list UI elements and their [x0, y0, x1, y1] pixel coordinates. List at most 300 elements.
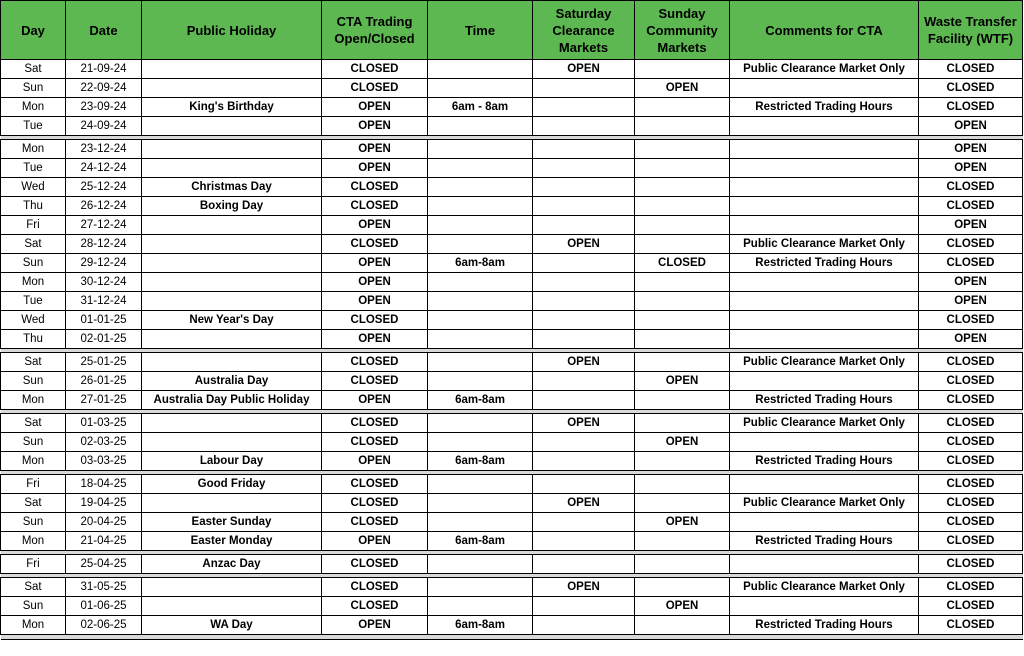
- cell-saturday-markets[interactable]: [533, 372, 635, 391]
- cell-wtf[interactable]: CLOSED: [919, 414, 1023, 433]
- table-row: [1, 513, 1023, 532]
- cell-time[interactable]: [428, 60, 533, 79]
- cell-sunday-markets[interactable]: [635, 273, 730, 292]
- cell-wtf[interactable]: CLOSED: [919, 513, 1023, 532]
- cell-comments[interactable]: Restricted Trading Hours: [730, 254, 919, 273]
- cell-comments[interactable]: [730, 117, 919, 136]
- cell-day[interactable]: Sun: [1, 372, 66, 391]
- cell-wtf[interactable]: CLOSED: [919, 597, 1023, 616]
- cell-cta-trading[interactable]: CLOSED: [322, 513, 428, 532]
- cell-day[interactable]: Sat: [1, 235, 66, 254]
- cell-wtf[interactable]: OPEN: [919, 216, 1023, 235]
- table-row: [1, 292, 1023, 311]
- cell-comments[interactable]: Restricted Trading Hours: [730, 391, 919, 410]
- cell-date[interactable]: 22-09-24: [66, 79, 142, 98]
- cell-saturday-markets[interactable]: [533, 216, 635, 235]
- cell-comments[interactable]: [730, 330, 919, 349]
- cell-saturday-markets[interactable]: OPEN: [533, 494, 635, 513]
- cell-wtf[interactable]: CLOSED: [919, 433, 1023, 452]
- cell-saturday-markets[interactable]: [533, 254, 635, 273]
- cell-saturday-markets[interactable]: [533, 117, 635, 136]
- cell-sunday-markets[interactable]: OPEN: [635, 597, 730, 616]
- table-row: [1, 330, 1023, 349]
- cell-date[interactable]: 23-12-24: [66, 140, 142, 159]
- cell-saturday-markets[interactable]: [533, 513, 635, 532]
- table-row: [1, 616, 1023, 635]
- cell-comments[interactable]: [730, 433, 919, 452]
- table-row: [1, 433, 1023, 452]
- cell-wtf[interactable]: OPEN: [919, 140, 1023, 159]
- cell-comments[interactable]: Restricted Trading Hours: [730, 98, 919, 117]
- cell-day[interactable]: Sun: [1, 79, 66, 98]
- cell-time[interactable]: [428, 235, 533, 254]
- cell-day[interactable]: Thu: [1, 330, 66, 349]
- separator-cell: [1, 635, 1023, 640]
- cell-public-holiday[interactable]: [142, 494, 322, 513]
- cell-public-holiday[interactable]: [142, 330, 322, 349]
- table-row: [1, 197, 1023, 216]
- cell-saturday-markets[interactable]: [533, 197, 635, 216]
- table-row: [1, 597, 1023, 616]
- cell-time[interactable]: 6am-8am: [428, 254, 533, 273]
- cell-date[interactable]: 25-04-25: [66, 555, 142, 574]
- cell-sunday-markets[interactable]: [635, 216, 730, 235]
- cell-saturday-markets[interactable]: OPEN: [533, 235, 635, 254]
- table-row: [1, 353, 1023, 372]
- cell-cta-trading[interactable]: CLOSED: [322, 494, 428, 513]
- cell-comments[interactable]: Public Clearance Market Only: [730, 353, 919, 372]
- cell-date[interactable]: 19-04-25: [66, 494, 142, 513]
- cell-time[interactable]: [428, 353, 533, 372]
- cell-comments[interactable]: [730, 597, 919, 616]
- cell-date[interactable]: 31-05-25: [66, 578, 142, 597]
- cell-time[interactable]: [428, 330, 533, 349]
- cell-public-holiday[interactable]: Easter Sunday: [142, 513, 322, 532]
- cell-public-holiday[interactable]: [142, 117, 322, 136]
- cell-saturday-markets[interactable]: [533, 452, 635, 471]
- cell-sunday-markets[interactable]: [635, 140, 730, 159]
- cell-public-holiday[interactable]: Labour Day: [142, 452, 322, 471]
- cell-cta-trading[interactable]: CLOSED: [322, 311, 428, 330]
- cell-saturday-markets[interactable]: [533, 311, 635, 330]
- cell-public-holiday[interactable]: [142, 353, 322, 372]
- cell-sunday-markets[interactable]: [635, 292, 730, 311]
- cell-comments[interactable]: Public Clearance Market Only: [730, 60, 919, 79]
- cell-cta-trading[interactable]: CLOSED: [322, 178, 428, 197]
- cell-day[interactable]: Mon: [1, 452, 66, 471]
- cell-date[interactable]: 26-12-24: [66, 197, 142, 216]
- cell-time[interactable]: [428, 79, 533, 98]
- cell-time[interactable]: [428, 433, 533, 452]
- cell-cta-trading[interactable]: CLOSED: [322, 79, 428, 98]
- cell-saturday-markets[interactable]: OPEN: [533, 578, 635, 597]
- table-row: [1, 159, 1023, 178]
- cell-public-holiday[interactable]: [142, 597, 322, 616]
- cell-saturday-markets[interactable]: [533, 159, 635, 178]
- cell-sunday-markets[interactable]: [635, 117, 730, 136]
- cell-saturday-markets[interactable]: [533, 433, 635, 452]
- cell-cta-trading[interactable]: CLOSED: [322, 433, 428, 452]
- cell-saturday-markets[interactable]: [533, 98, 635, 117]
- cell-saturday-markets[interactable]: [533, 292, 635, 311]
- cell-sunday-markets[interactable]: [635, 452, 730, 471]
- cell-time[interactable]: [428, 414, 533, 433]
- cell-cta-trading[interactable]: OPEN: [322, 532, 428, 551]
- cell-cta-trading[interactable]: OPEN: [322, 159, 428, 178]
- cell-saturday-markets[interactable]: [533, 555, 635, 574]
- cell-wtf[interactable]: CLOSED: [919, 452, 1023, 471]
- cell-day[interactable]: Wed: [1, 178, 66, 197]
- cell-date[interactable]: 23-09-24: [66, 98, 142, 117]
- cell-comments[interactable]: [730, 140, 919, 159]
- header-time[interactable]: Time: [428, 1, 533, 60]
- cell-sunday-markets[interactable]: OPEN: [635, 513, 730, 532]
- cell-wtf[interactable]: CLOSED: [919, 532, 1023, 551]
- cell-date[interactable]: 01-03-25: [66, 414, 142, 433]
- table-row: [1, 414, 1023, 433]
- cell-time[interactable]: [428, 475, 533, 494]
- cell-date[interactable]: 24-12-24: [66, 159, 142, 178]
- cell-saturday-markets[interactable]: [533, 532, 635, 551]
- cell-wtf[interactable]: OPEN: [919, 159, 1023, 178]
- cell-sunday-markets[interactable]: [635, 159, 730, 178]
- cell-day[interactable]: Sat: [1, 60, 66, 79]
- cell-sunday-markets[interactable]: CLOSED: [635, 254, 730, 273]
- cell-comments[interactable]: [730, 197, 919, 216]
- table-row: [1, 494, 1023, 513]
- cell-public-holiday[interactable]: Anzac Day: [142, 555, 322, 574]
- cell-public-holiday[interactable]: [142, 292, 322, 311]
- cell-cta-trading[interactable]: CLOSED: [322, 60, 428, 79]
- cell-time[interactable]: 6am-8am: [428, 452, 533, 471]
- cell-public-holiday[interactable]: Christmas Day: [142, 178, 322, 197]
- cell-day[interactable]: Thu: [1, 197, 66, 216]
- cell-time[interactable]: [428, 372, 533, 391]
- cell-sunday-markets[interactable]: OPEN: [635, 79, 730, 98]
- cell-day[interactable]: Mon: [1, 140, 66, 159]
- cell-wtf[interactable]: CLOSED: [919, 494, 1023, 513]
- cell-sunday-markets[interactable]: [635, 555, 730, 574]
- cell-public-holiday[interactable]: [142, 140, 322, 159]
- cell-public-holiday[interactable]: [142, 235, 322, 254]
- cell-day[interactable]: Fri: [1, 216, 66, 235]
- cell-comments[interactable]: [730, 513, 919, 532]
- cell-public-holiday[interactable]: [142, 60, 322, 79]
- cell-cta-trading[interactable]: OPEN: [322, 292, 428, 311]
- header-sunday-markets[interactable]: Sunday Community Markets: [635, 1, 730, 60]
- cell-public-holiday[interactable]: [142, 414, 322, 433]
- table-body: [1, 60, 1023, 640]
- cell-wtf[interactable]: CLOSED: [919, 254, 1023, 273]
- table-row: [1, 391, 1023, 410]
- table-row: [1, 532, 1023, 551]
- cell-comments[interactable]: Restricted Trading Hours: [730, 532, 919, 551]
- cell-cta-trading[interactable]: OPEN: [322, 273, 428, 292]
- cell-wtf[interactable]: CLOSED: [919, 578, 1023, 597]
- cell-day[interactable]: Sun: [1, 513, 66, 532]
- cell-sunday-markets[interactable]: [635, 391, 730, 410]
- cell-day[interactable]: Fri: [1, 555, 66, 574]
- cell-public-holiday[interactable]: King's Birthday: [142, 98, 322, 117]
- cell-sunday-markets[interactable]: [635, 494, 730, 513]
- cell-public-holiday[interactable]: Good Friday: [142, 475, 322, 494]
- cell-cta-trading[interactable]: OPEN: [322, 452, 428, 471]
- cell-public-holiday[interactable]: [142, 79, 322, 98]
- cell-day[interactable]: Tue: [1, 117, 66, 136]
- cell-saturday-markets[interactable]: OPEN: [533, 353, 635, 372]
- cell-wtf[interactable]: CLOSED: [919, 98, 1023, 117]
- cell-date[interactable]: 01-06-25: [66, 597, 142, 616]
- cell-comments[interactable]: Public Clearance Market Only: [730, 494, 919, 513]
- cell-time[interactable]: [428, 216, 533, 235]
- cell-day[interactable]: Mon: [1, 98, 66, 117]
- table-row: [1, 117, 1023, 136]
- cell-saturday-markets[interactable]: [533, 79, 635, 98]
- cell-sunday-markets[interactable]: [635, 414, 730, 433]
- cell-date[interactable]: 03-03-25: [66, 452, 142, 471]
- header-row: [1, 1, 1023, 60]
- cell-saturday-markets[interactable]: [533, 330, 635, 349]
- cell-public-holiday[interactable]: Easter Monday: [142, 532, 322, 551]
- cell-saturday-markets[interactable]: [533, 597, 635, 616]
- cell-comments[interactable]: [730, 79, 919, 98]
- cell-time[interactable]: [428, 117, 533, 136]
- cell-date[interactable]: 31-12-24: [66, 292, 142, 311]
- cell-date[interactable]: 30-12-24: [66, 273, 142, 292]
- cell-comments[interactable]: Restricted Trading Hours: [730, 616, 919, 635]
- table-row: [1, 79, 1023, 98]
- cell-sunday-markets[interactable]: [635, 475, 730, 494]
- cell-day[interactable]: Sun: [1, 433, 66, 452]
- cell-comments[interactable]: Public Clearance Market Only: [730, 578, 919, 597]
- cell-cta-trading[interactable]: CLOSED: [322, 353, 428, 372]
- cell-day[interactable]: Sat: [1, 353, 66, 372]
- cell-cta-trading[interactable]: OPEN: [322, 391, 428, 410]
- cell-date[interactable]: 28-12-24: [66, 235, 142, 254]
- cell-date[interactable]: 26-01-25: [66, 372, 142, 391]
- cell-public-holiday[interactable]: Australia Day: [142, 372, 322, 391]
- cell-comments[interactable]: [730, 292, 919, 311]
- cell-time[interactable]: 6am-8am: [428, 391, 533, 410]
- cell-sunday-markets[interactable]: [635, 98, 730, 117]
- cell-saturday-markets[interactable]: [533, 391, 635, 410]
- cell-day[interactable]: Wed: [1, 311, 66, 330]
- cell-wtf[interactable]: CLOSED: [919, 79, 1023, 98]
- cell-day[interactable]: Fri: [1, 475, 66, 494]
- cell-date[interactable]: 27-01-25: [66, 391, 142, 410]
- cell-day[interactable]: Sat: [1, 578, 66, 597]
- cell-sunday-markets[interactable]: [635, 197, 730, 216]
- cell-wtf[interactable]: CLOSED: [919, 60, 1023, 79]
- cell-comments[interactable]: [730, 555, 919, 574]
- cell-cta-trading[interactable]: OPEN: [322, 616, 428, 635]
- cell-sunday-markets[interactable]: [635, 578, 730, 597]
- cell-wtf[interactable]: OPEN: [919, 330, 1023, 349]
- cell-sunday-markets[interactable]: OPEN: [635, 433, 730, 452]
- cell-wtf[interactable]: CLOSED: [919, 311, 1023, 330]
- cell-time[interactable]: 6am-8am: [428, 616, 533, 635]
- cell-comments[interactable]: [730, 216, 919, 235]
- cell-date[interactable]: 21-04-25: [66, 532, 142, 551]
- cell-wtf[interactable]: CLOSED: [919, 235, 1023, 254]
- cell-wtf[interactable]: OPEN: [919, 273, 1023, 292]
- cell-cta-trading[interactable]: CLOSED: [322, 578, 428, 597]
- cell-sunday-markets[interactable]: [635, 353, 730, 372]
- cell-date[interactable]: 21-09-24: [66, 60, 142, 79]
- cell-sunday-markets[interactable]: OPEN: [635, 372, 730, 391]
- cell-public-holiday[interactable]: [142, 216, 322, 235]
- header-wtf[interactable]: Waste Transfer Facility (WTF): [919, 1, 1023, 60]
- cell-comments[interactable]: Restricted Trading Hours: [730, 452, 919, 471]
- cell-day[interactable]: Tue: [1, 292, 66, 311]
- cell-comments[interactable]: [730, 475, 919, 494]
- cell-public-holiday[interactable]: WA Day: [142, 616, 322, 635]
- cell-cta-trading[interactable]: OPEN: [322, 117, 428, 136]
- cell-wtf[interactable]: OPEN: [919, 117, 1023, 136]
- cell-date[interactable]: 25-01-25: [66, 353, 142, 372]
- cell-public-holiday[interactable]: [142, 433, 322, 452]
- cell-day[interactable]: Mon: [1, 273, 66, 292]
- cell-public-holiday[interactable]: [142, 273, 322, 292]
- cell-cta-trading[interactable]: OPEN: [322, 98, 428, 117]
- cell-wtf[interactable]: CLOSED: [919, 178, 1023, 197]
- cell-saturday-markets[interactable]: [533, 273, 635, 292]
- cell-time[interactable]: [428, 578, 533, 597]
- cell-cta-trading[interactable]: OPEN: [322, 216, 428, 235]
- cell-date[interactable]: 01-01-25: [66, 311, 142, 330]
- header-public-holiday[interactable]: Public Holiday: [142, 1, 322, 60]
- cell-comments[interactable]: [730, 273, 919, 292]
- cell-comments[interactable]: [730, 159, 919, 178]
- header-cta-trading[interactable]: CTA Trading Open/Closed: [322, 1, 428, 60]
- cell-date[interactable]: 02-06-25: [66, 616, 142, 635]
- cell-wtf[interactable]: CLOSED: [919, 372, 1023, 391]
- table-row: [1, 555, 1023, 574]
- cell-date[interactable]: 18-04-25: [66, 475, 142, 494]
- cell-day[interactable]: Sat: [1, 494, 66, 513]
- cell-saturday-markets[interactable]: [533, 140, 635, 159]
- cell-day[interactable]: Sun: [1, 597, 66, 616]
- cell-time[interactable]: [428, 159, 533, 178]
- cell-sunday-markets[interactable]: [635, 616, 730, 635]
- cell-comments[interactable]: [730, 372, 919, 391]
- header-comments[interactable]: Comments for CTA: [730, 1, 919, 60]
- cell-date[interactable]: 20-04-25: [66, 513, 142, 532]
- cell-time[interactable]: [428, 197, 533, 216]
- cell-public-holiday[interactable]: Boxing Day: [142, 197, 322, 216]
- cell-date[interactable]: 25-12-24: [66, 178, 142, 197]
- cell-saturday-markets[interactable]: [533, 178, 635, 197]
- table-row: [1, 60, 1023, 79]
- cell-sunday-markets[interactable]: [635, 235, 730, 254]
- cell-saturday-markets[interactable]: [533, 616, 635, 635]
- cell-cta-trading[interactable]: CLOSED: [322, 235, 428, 254]
- cell-time[interactable]: 6am - 8am: [428, 98, 533, 117]
- cell-public-holiday[interactable]: [142, 254, 322, 273]
- cell-public-holiday[interactable]: [142, 578, 322, 597]
- cell-date[interactable]: 02-01-25: [66, 330, 142, 349]
- cell-date[interactable]: 24-09-24: [66, 117, 142, 136]
- cell-day[interactable]: Mon: [1, 391, 66, 410]
- cell-comments[interactable]: [730, 178, 919, 197]
- cell-day[interactable]: Mon: [1, 616, 66, 635]
- cell-sunday-markets[interactable]: [635, 60, 730, 79]
- cell-wtf[interactable]: CLOSED: [919, 616, 1023, 635]
- table-row: [1, 475, 1023, 494]
- cell-sunday-markets[interactable]: [635, 532, 730, 551]
- cell-cta-trading[interactable]: OPEN: [322, 254, 428, 273]
- header-saturday-markets[interactable]: Saturday Clearance Markets: [533, 1, 635, 60]
- cell-time[interactable]: [428, 292, 533, 311]
- cell-time[interactable]: [428, 273, 533, 292]
- cell-time[interactable]: [428, 494, 533, 513]
- header-day[interactable]: Day: [1, 1, 66, 60]
- table-row: [1, 140, 1023, 159]
- table-row: [1, 254, 1023, 273]
- cell-time[interactable]: 6am-8am: [428, 532, 533, 551]
- cell-cta-trading[interactable]: CLOSED: [322, 414, 428, 433]
- cell-cta-trading[interactable]: OPEN: [322, 140, 428, 159]
- cell-wtf[interactable]: CLOSED: [919, 353, 1023, 372]
- cell-wtf[interactable]: CLOSED: [919, 555, 1023, 574]
- cell-saturday-markets[interactable]: OPEN: [533, 60, 635, 79]
- cell-time[interactable]: [428, 597, 533, 616]
- cell-cta-trading[interactable]: CLOSED: [322, 555, 428, 574]
- cell-wtf[interactable]: CLOSED: [919, 197, 1023, 216]
- cell-date[interactable]: 29-12-24: [66, 254, 142, 273]
- cell-cta-trading[interactable]: CLOSED: [322, 597, 428, 616]
- table-row: [1, 372, 1023, 391]
- cell-date[interactable]: 02-03-25: [66, 433, 142, 452]
- table-row: [1, 311, 1023, 330]
- cell-time[interactable]: [428, 140, 533, 159]
- cell-time[interactable]: [428, 513, 533, 532]
- cell-comments[interactable]: Public Clearance Market Only: [730, 235, 919, 254]
- header-date[interactable]: Date: [66, 1, 142, 60]
- cell-day[interactable]: Mon: [1, 532, 66, 551]
- cell-day[interactable]: Sat: [1, 414, 66, 433]
- cell-wtf[interactable]: CLOSED: [919, 391, 1023, 410]
- cell-wtf[interactable]: CLOSED: [919, 475, 1023, 494]
- cell-sunday-markets[interactable]: [635, 311, 730, 330]
- table-row: [1, 452, 1023, 471]
- table-row: [1, 178, 1023, 197]
- cell-wtf[interactable]: OPEN: [919, 292, 1023, 311]
- cell-sunday-markets[interactable]: [635, 178, 730, 197]
- cell-cta-trading[interactable]: CLOSED: [322, 475, 428, 494]
- cell-public-holiday[interactable]: Australia Day Public Holiday: [142, 391, 322, 410]
- cell-date[interactable]: 27-12-24: [66, 216, 142, 235]
- table-row: [1, 578, 1023, 597]
- cell-time[interactable]: [428, 311, 533, 330]
- cell-comments[interactable]: Public Clearance Market Only: [730, 414, 919, 433]
- cell-time[interactable]: [428, 555, 533, 574]
- cell-comments[interactable]: [730, 311, 919, 330]
- cell-saturday-markets[interactable]: [533, 475, 635, 494]
- cell-public-holiday[interactable]: [142, 159, 322, 178]
- cell-time[interactable]: [428, 178, 533, 197]
- cell-cta-trading[interactable]: OPEN: [322, 330, 428, 349]
- cell-cta-trading[interactable]: CLOSED: [322, 197, 428, 216]
- cell-public-holiday[interactable]: New Year's Day: [142, 311, 322, 330]
- table-row: [1, 98, 1023, 117]
- cell-saturday-markets[interactable]: OPEN: [533, 414, 635, 433]
- cell-cta-trading[interactable]: CLOSED: [322, 372, 428, 391]
- cell-day[interactable]: Tue: [1, 159, 66, 178]
- cell-sunday-markets[interactable]: [635, 330, 730, 349]
- cell-day[interactable]: Sun: [1, 254, 66, 273]
- table-row: [1, 273, 1023, 292]
